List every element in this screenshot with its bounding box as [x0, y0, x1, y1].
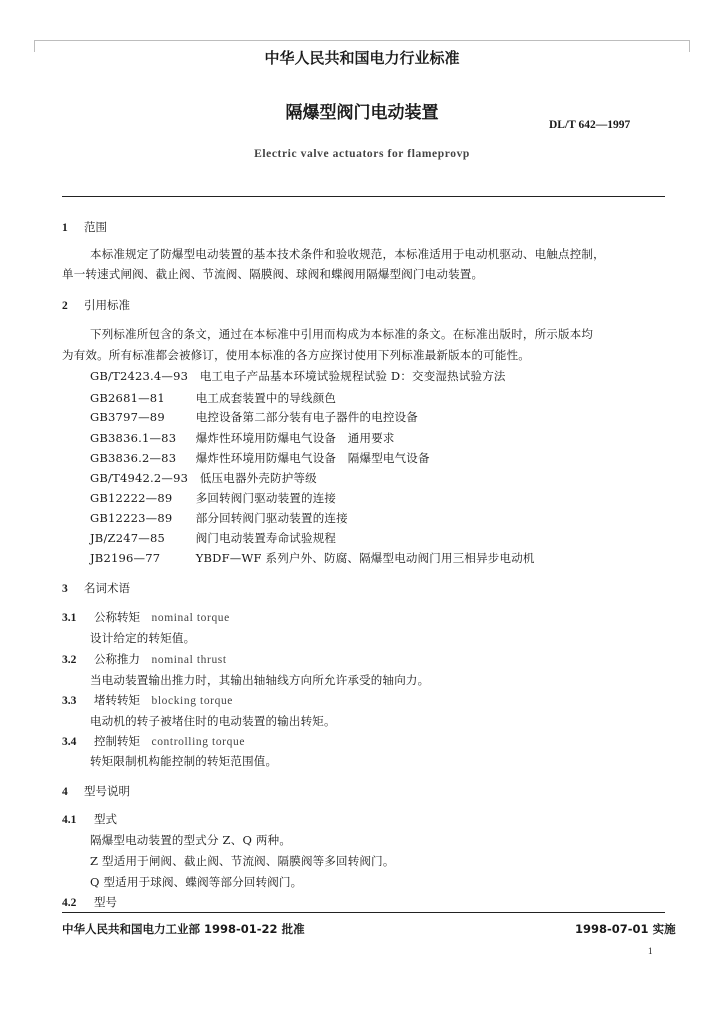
term-name: 控制转矩 — [94, 734, 140, 748]
page-number: 1 — [648, 946, 653, 956]
section-title: 名词术语 — [84, 581, 130, 595]
section-title: 范围 — [84, 220, 107, 234]
reference-item — [90, 390, 336, 406]
term-english: blocking torque — [151, 695, 233, 707]
subsection-line: Q 型适用于球阀、蝶阀等部分回转阀门。 — [90, 875, 303, 889]
term-number: 3.2 — [62, 654, 77, 666]
term-english: nominal thrust — [151, 654, 227, 666]
term-english: nominal torque — [151, 612, 230, 624]
term-definition: 转矩限制机构能控制的转矩范围值。 — [90, 754, 278, 768]
effective-date: 1998-07-01 实施 — [575, 922, 676, 936]
term-number: 3.4 — [62, 736, 77, 748]
term-number: 3.3 — [62, 695, 77, 707]
term-english: controlling torque — [151, 736, 246, 748]
reference-title: 阀门电动装置寿命试验规程 — [195, 531, 337, 545]
page-frame-top — [34, 40, 689, 41]
reference-title: YBDF—WF 系列户外、防腐、隔爆型电动阀门用三相异步电动机 — [195, 551, 535, 565]
term-definition: 当电动装置输出推力时，其输出轴轴线方向所允许承受的轴向力。 — [90, 673, 430, 687]
section-4-heading — [62, 783, 130, 799]
reference-title: 电工电子产品基本环境试验规程试验 D：交变湿热试验方法 — [199, 369, 506, 383]
subsection-heading — [62, 811, 117, 827]
reference-title: 低压电器外壳防护等级 — [199, 471, 317, 485]
reference-code: GB/T4942.2—93 — [90, 471, 189, 485]
term-heading — [62, 733, 245, 749]
reference-code: GB12223—89 — [90, 511, 173, 525]
section-number: 4 — [62, 786, 68, 798]
reference-code: GB3797—89 — [90, 410, 165, 424]
section-1-heading — [62, 219, 107, 235]
reference-title: 爆炸性环境用防爆电气设备 隔爆型电气设备 — [195, 451, 430, 465]
reference-item — [90, 530, 336, 546]
reference-item — [90, 490, 336, 506]
subsection-line: 隔爆型电动装置的型式分 Z、Q 两种。 — [90, 833, 292, 847]
subsection-title: 型式 — [94, 812, 117, 826]
header-rule — [62, 196, 665, 197]
reference-code: GB3836.1—83 — [90, 431, 177, 445]
section-1-line-2: 单一转速式闸阀、截止阀、节流阀、隔膜阀、球阀和蝶阀用隔爆型阀门电动装置。 — [62, 267, 484, 281]
standard-number: DL/T 642—1997 — [549, 119, 631, 131]
reference-code: JB/Z247—85 — [90, 531, 166, 545]
reference-code: GB2681—81 — [90, 391, 165, 405]
section-2-heading — [62, 297, 130, 313]
english-title: Electric valve actuators for flameprovp — [254, 148, 470, 160]
subsection-title: 型号 — [94, 895, 117, 909]
reference-title: 部分回转阀门驱动装置的连接 — [195, 511, 348, 525]
term-definition: 设计给定的转矩值。 — [90, 631, 196, 645]
reference-code: GB3836.2—83 — [90, 451, 177, 465]
approval-info: 中华人民共和国电力工业部 1998-01-22 批准 — [62, 922, 305, 936]
subsection-number: 4.2 — [62, 897, 77, 909]
term-name: 堵转转矩 — [94, 693, 140, 707]
reference-code: GB/T2423.4—93 — [90, 369, 189, 383]
section-title: 引用标准 — [84, 298, 130, 312]
subsection-heading — [62, 894, 117, 910]
reference-item — [90, 430, 395, 446]
reference-item — [90, 368, 506, 384]
subsection-number: 4.1 — [62, 814, 77, 826]
reference-title: 电工成套装置中的导线颜色 — [195, 391, 337, 405]
reference-item — [90, 510, 348, 526]
section-1-line-1: 本标准规定了防爆型电动装置的基本技术条件和验收规范，本标准适用于电动机驱动、电触点控制， — [90, 247, 605, 261]
section-number: 1 — [62, 222, 68, 234]
reference-title: 多回转阀门驱动装置的连接 — [195, 491, 337, 505]
reference-item — [90, 470, 317, 486]
term-number: 3.1 — [62, 612, 77, 624]
term-definition: 电动机的转子被堵住时的电动装置的输出转矩。 — [90, 714, 336, 728]
reference-code: GB12222—89 — [90, 491, 173, 505]
section-2-line-1: 下列标准所包含的条文，通过在本标准中引用而构成为本标准的条文。在标准出版时，所示版本均 — [90, 327, 594, 341]
term-heading — [62, 692, 233, 708]
term-name: 公称推力 — [94, 652, 140, 666]
section-3-heading — [62, 580, 130, 596]
standard-category: 中华人民共和国电力行业标准 — [264, 49, 460, 67]
term-heading — [62, 609, 230, 625]
section-number: 2 — [62, 300, 68, 312]
subsection-line: Z 型适用于闸阀、截止阀、节流阀、隔膜阀等多回转阀门。 — [90, 854, 395, 868]
reference-item — [90, 409, 418, 425]
section-2-line-2: 为有效。所有标准都会被修订，使用本标准的各方应探讨使用下列标准最新版本的可能性。 — [62, 348, 530, 362]
reference-title: 电控设备第二部分装有电子器件的电控设备 — [195, 410, 419, 424]
term-heading — [62, 651, 227, 667]
reference-item — [90, 550, 535, 566]
term-name: 公称转矩 — [94, 610, 140, 624]
reference-code: JB2196—77 — [90, 551, 161, 565]
reference-item — [90, 450, 430, 466]
document-title: 隔爆型阀门电动装置 — [285, 103, 439, 123]
section-title: 型号说明 — [84, 784, 130, 798]
reference-title: 爆炸性环境用防爆电气设备 通用要求 — [195, 431, 395, 445]
section-number: 3 — [62, 583, 68, 595]
footer-rule — [62, 912, 665, 913]
